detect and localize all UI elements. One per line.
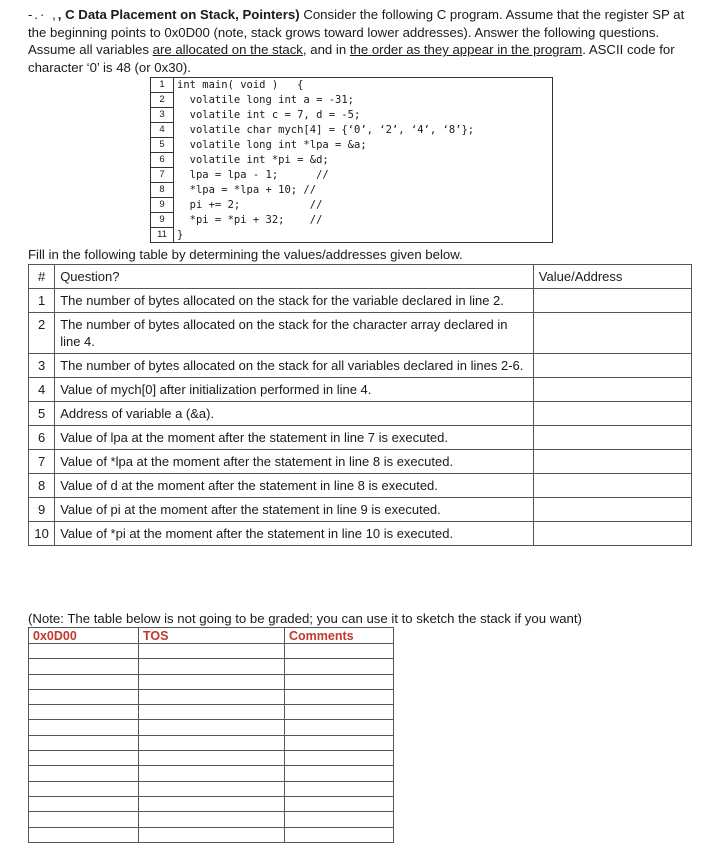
code-text: volatile long int *lpa = &a; bbox=[174, 138, 553, 153]
table-row bbox=[29, 289, 692, 313]
stack-table-header bbox=[29, 628, 394, 644]
answer-cell[interactable] bbox=[533, 498, 691, 522]
table-row bbox=[29, 450, 692, 474]
row-question: Value of d at the moment after the statement in line 8 is executed. bbox=[55, 474, 534, 498]
intro-text-1: Consider the following C program. Assume that the register SP at the beginning points to 0x0D00 (note, stack grows toward lower addresses). Answer the following questions. Assume all variables bbox=[28, 7, 685, 57]
row-question: Address of variable a (&a). bbox=[55, 402, 534, 426]
line-number: 7 bbox=[151, 168, 174, 183]
code-line bbox=[151, 198, 553, 213]
stack-row bbox=[29, 751, 394, 766]
header-comments: Comments bbox=[285, 628, 394, 644]
intro-text-3: . ASCII code for character ‘0’ is 48 (or 0x30). bbox=[28, 42, 675, 75]
address-cell[interactable] bbox=[29, 705, 139, 720]
address-cell[interactable] bbox=[29, 812, 139, 827]
tos-cell[interactable] bbox=[139, 720, 285, 735]
stack-row bbox=[29, 781, 394, 796]
row-number: 10 bbox=[29, 522, 55, 546]
stack-row bbox=[29, 705, 394, 720]
garbled-prefix: ‐.· , bbox=[28, 7, 58, 22]
question-table-header bbox=[29, 265, 692, 289]
address-cell[interactable] bbox=[29, 796, 139, 811]
code-text: int main( void ) { bbox=[174, 78, 553, 93]
address-cell[interactable] bbox=[29, 689, 139, 704]
code-line bbox=[151, 93, 553, 108]
address-cell[interactable] bbox=[29, 720, 139, 735]
answer-cell[interactable] bbox=[533, 313, 691, 354]
tos-cell[interactable] bbox=[139, 796, 285, 811]
row-number: 9 bbox=[29, 498, 55, 522]
answer-cell[interactable] bbox=[533, 426, 691, 450]
answer-cell[interactable] bbox=[533, 402, 691, 426]
intro-underline-2: the order as they appear in the program bbox=[349, 42, 583, 57]
row-number: 5 bbox=[29, 402, 55, 426]
tos-cell[interactable] bbox=[139, 735, 285, 750]
comment-cell[interactable] bbox=[285, 766, 394, 781]
tos-cell[interactable] bbox=[139, 812, 285, 827]
intro-underline-1: are allocated on the stack bbox=[152, 42, 303, 57]
address-cell[interactable] bbox=[29, 766, 139, 781]
address-cell[interactable] bbox=[29, 781, 139, 796]
answer-cell[interactable] bbox=[533, 289, 691, 313]
answer-cell[interactable] bbox=[533, 450, 691, 474]
comment-cell[interactable] bbox=[285, 659, 394, 674]
row-number: 2 bbox=[29, 313, 55, 354]
row-number: 7 bbox=[29, 450, 55, 474]
address-cell[interactable] bbox=[29, 751, 139, 766]
row-question: Value of pi at the moment after the statement in line 9 is executed. bbox=[55, 498, 534, 522]
address-cell[interactable] bbox=[29, 644, 139, 659]
comment-cell[interactable] bbox=[285, 781, 394, 796]
tos-cell[interactable] bbox=[139, 751, 285, 766]
code-line bbox=[151, 108, 553, 123]
row-number: 4 bbox=[29, 378, 55, 402]
code-line bbox=[151, 183, 553, 198]
tos-cell[interactable] bbox=[139, 674, 285, 689]
stack-sketch-table bbox=[28, 627, 394, 843]
code-line bbox=[151, 78, 553, 93]
stack-row bbox=[29, 796, 394, 811]
tos-cell[interactable] bbox=[139, 659, 285, 674]
row-question: The number of bytes allocated on the stack for the variable declared in line 2. bbox=[55, 289, 534, 313]
stack-row bbox=[29, 689, 394, 704]
stack-row bbox=[29, 674, 394, 689]
stack-row bbox=[29, 720, 394, 735]
tos-cell[interactable] bbox=[139, 781, 285, 796]
stack-row bbox=[29, 644, 394, 659]
stack-row bbox=[29, 766, 394, 781]
tos-cell[interactable] bbox=[139, 689, 285, 704]
line-number: 4 bbox=[151, 123, 174, 138]
comment-cell[interactable] bbox=[285, 812, 394, 827]
answer-cell[interactable] bbox=[533, 354, 691, 378]
code-listing bbox=[150, 77, 553, 243]
comment-cell[interactable] bbox=[285, 674, 394, 689]
header-address: 0x0D00 bbox=[29, 628, 139, 644]
table-row bbox=[29, 354, 692, 378]
row-question: Value of *lpa at the moment after the statement in line 8 is executed. bbox=[55, 450, 534, 474]
tos-cell[interactable] bbox=[139, 644, 285, 659]
address-cell[interactable] bbox=[29, 827, 139, 842]
line-number: 2 bbox=[151, 93, 174, 108]
code-line bbox=[151, 153, 553, 168]
row-number: 8 bbox=[29, 474, 55, 498]
code-line bbox=[151, 123, 553, 138]
table-row bbox=[29, 378, 692, 402]
code-text: *pi = *pi + 32; // bbox=[174, 213, 553, 228]
table-row bbox=[29, 474, 692, 498]
header-tos: TOS bbox=[139, 628, 285, 644]
stack-row bbox=[29, 659, 394, 674]
code-line bbox=[151, 138, 553, 153]
row-question: Value of *pi at the moment after the statement in line 10 is executed. bbox=[55, 522, 534, 546]
code-line bbox=[151, 213, 553, 228]
table-row bbox=[29, 522, 692, 546]
table-row bbox=[29, 313, 692, 354]
code-text: *lpa = *lpa + 10; // bbox=[174, 183, 553, 198]
header-number: # bbox=[29, 265, 55, 289]
intro-text-2: , and in bbox=[302, 42, 350, 57]
stack-note: (Note: The table below is not going to be graded; you can use it to sketch the stack if you want) bbox=[28, 611, 582, 626]
comment-cell[interactable] bbox=[285, 644, 394, 659]
problem-title: , C Data Placement on Stack, Pointers) bbox=[57, 7, 300, 22]
answer-cell[interactable] bbox=[533, 378, 691, 402]
header-value: Value/Address bbox=[533, 265, 691, 289]
code-text: pi += 2; // bbox=[174, 198, 553, 213]
comment-cell[interactable] bbox=[285, 689, 394, 704]
code-line bbox=[151, 168, 553, 183]
row-number: 1 bbox=[29, 289, 55, 313]
address-cell[interactable] bbox=[29, 735, 139, 750]
answer-cell[interactable] bbox=[533, 474, 691, 498]
line-number: 8 bbox=[151, 183, 174, 198]
row-question: The number of bytes allocated on the stack for the character array declared in line 4. bbox=[55, 313, 534, 354]
comment-cell[interactable] bbox=[285, 796, 394, 811]
code-text: volatile char mych[4] = {‘0’, ‘2’, ‘4’, ‘8’}; bbox=[174, 123, 553, 138]
code-text: lpa = lpa - 1; // bbox=[174, 168, 553, 183]
code-text: } bbox=[174, 228, 553, 243]
table-row bbox=[29, 426, 692, 450]
code-text: volatile int *pi = &d; bbox=[174, 153, 553, 168]
tos-cell[interactable] bbox=[139, 827, 285, 842]
answer-cell[interactable] bbox=[533, 522, 691, 546]
line-number: 6 bbox=[151, 153, 174, 168]
problem-intro bbox=[28, 6, 688, 76]
line-number: 1 bbox=[151, 78, 174, 93]
row-question: Value of mych[0] after initialization performed in line 4. bbox=[55, 378, 534, 402]
line-number: 9 bbox=[151, 213, 174, 228]
line-number: 11 bbox=[151, 228, 174, 243]
address-cell[interactable] bbox=[29, 674, 139, 689]
row-number: 3 bbox=[29, 354, 55, 378]
code-line bbox=[151, 228, 553, 243]
comment-cell[interactable] bbox=[285, 735, 394, 750]
code-text: volatile long int a = -31; bbox=[174, 93, 553, 108]
address-cell[interactable] bbox=[29, 659, 139, 674]
comment-cell[interactable] bbox=[285, 705, 394, 720]
row-question: Value of lpa at the moment after the statement in line 7 is executed. bbox=[55, 426, 534, 450]
line-number: 3 bbox=[151, 108, 174, 123]
stack-row bbox=[29, 812, 394, 827]
stack-row bbox=[29, 735, 394, 750]
table-row bbox=[29, 402, 692, 426]
comment-cell[interactable] bbox=[285, 827, 394, 842]
code-text: volatile int c = 7, d = -5; bbox=[174, 108, 553, 123]
tos-cell[interactable] bbox=[139, 705, 285, 720]
comment-cell[interactable] bbox=[285, 720, 394, 735]
row-question: The number of bytes allocated on the stack for all variables declared in lines 2-6. bbox=[55, 354, 534, 378]
stack-row bbox=[29, 827, 394, 842]
comment-cell[interactable] bbox=[285, 751, 394, 766]
tos-cell[interactable] bbox=[139, 766, 285, 781]
fill-instruction: Fill in the following table by determining the values/addresses given below. bbox=[28, 247, 463, 262]
table-row bbox=[29, 498, 692, 522]
row-number: 6 bbox=[29, 426, 55, 450]
header-question: Question? bbox=[55, 265, 534, 289]
question-table bbox=[28, 264, 692, 546]
line-number: 9 bbox=[151, 198, 174, 213]
line-number: 5 bbox=[151, 138, 174, 153]
